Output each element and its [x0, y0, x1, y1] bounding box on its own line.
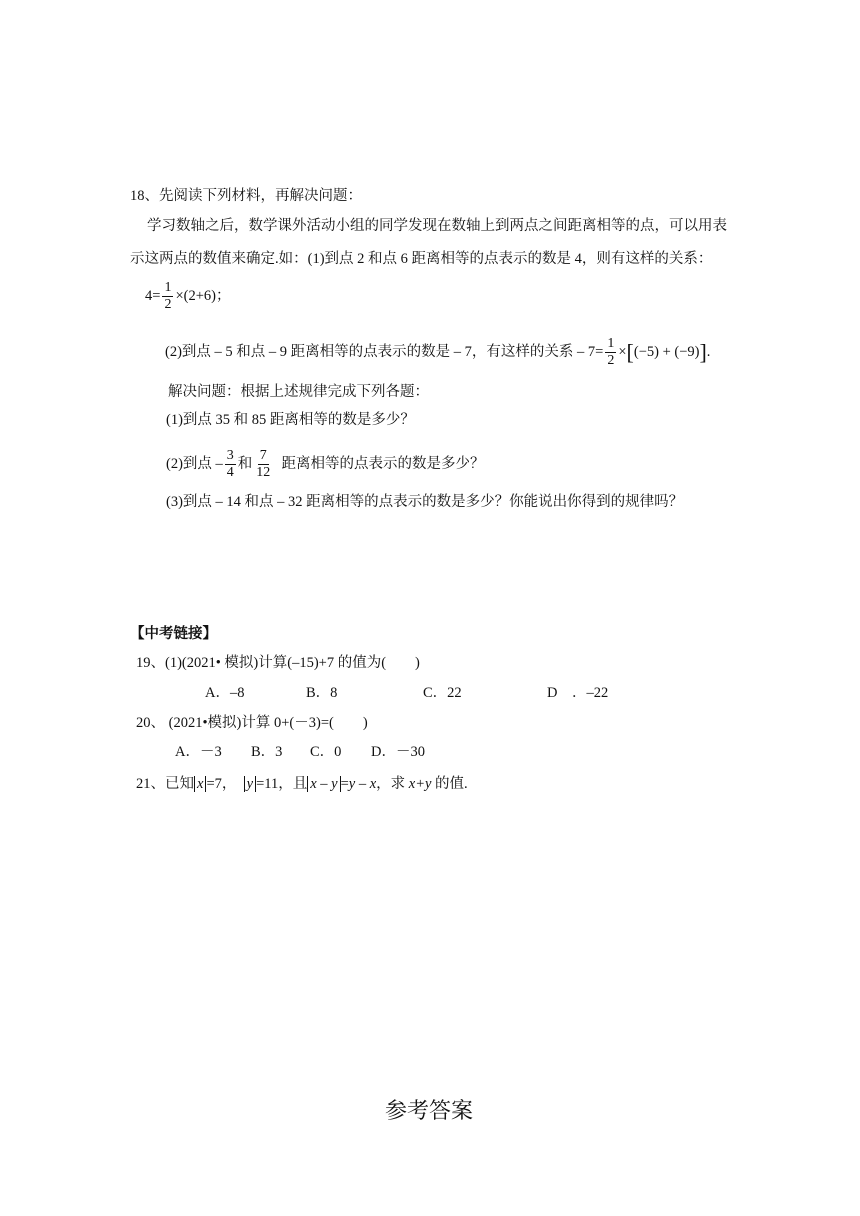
q19-option-b: B．8	[306, 685, 338, 701]
q20-stem: 20、 (2021•模拟)计算 0+(－3)=( )	[136, 715, 368, 731]
q20-option-c: C．0	[310, 744, 342, 760]
q18-paragraph-line1: 学习数轴之后，数学课外活动小组的同学发现在数轴上到两点之间距离相等的点，可以用表	[147, 218, 727, 234]
q21-tail1: ，求	[376, 776, 409, 792]
q19-option-a: A．–8	[205, 685, 245, 701]
q18-example2	[165, 336, 710, 369]
q18-paragraph-line2: 示这两点的数值来确定.如：(1)到点 2 和点 6 距离相等的点表示的数是 4，则有这样的关系：	[130, 251, 713, 267]
fraction-one-half: $\frac{1}{2}$	[607, 336, 615, 368]
answer-title: 参考答案	[385, 1098, 474, 1123]
abs-value-x: x	[194, 776, 206, 792]
q18-formula1	[145, 280, 230, 313]
q20-option-d: D．－30	[371, 744, 425, 760]
section-heading: 【中考链接】	[130, 626, 217, 642]
fraction-seven-twelfths: $\frac{7}{12}$	[256, 448, 271, 480]
q19-option-d: D ．–22	[547, 685, 609, 701]
sub2-suffix: 距离相等的点表示的数是多少？	[281, 455, 485, 472]
fraction-three-quarters: $\frac{3}{4}$	[226, 448, 234, 480]
formula1-left: 4=	[145, 287, 161, 304]
q20-option-a: A．－3	[175, 744, 222, 760]
q20-option-b: B．3	[251, 744, 283, 760]
q21-stem	[136, 774, 468, 794]
bracket-content: (−5) + (−9)	[633, 343, 700, 360]
example2-end: .	[706, 343, 711, 360]
q21-tail2: 的值.	[431, 776, 468, 792]
formula1-right: ×(2+6)；	[175, 287, 231, 304]
q21-prefix: 21、已知	[136, 776, 194, 792]
q18-solve-intro: 解决问题：根据上述规律完成下列各题：	[168, 384, 429, 400]
q19-option-c: C．22	[423, 685, 462, 701]
bracket-close: ]	[699, 339, 707, 365]
q19-stem: 19、(1)(2021• 模拟)计算(–15)+7 的值为( )	[136, 655, 420, 671]
sub2-prefix: (2)到点 –	[166, 455, 223, 472]
times-sign: ×	[618, 343, 627, 360]
fraction-one-half: $\frac{1}{2}$	[164, 280, 172, 312]
q21-rhs: y – x	[348, 776, 377, 792]
q18-sub3: (3)到点 – 14 和点 – 32 距离相等的点表示的数是多少？你能说出你得到的规律吗？	[166, 494, 684, 510]
q21-eq2: =11，且	[256, 776, 308, 792]
example2-text: (2)到点 – 5 和点 – 9 距离相等的点表示的数是 – 7，有这样的关系 – 7=	[165, 343, 604, 360]
q21-eq3: =	[340, 776, 349, 792]
q21-eq1: =7，	[206, 776, 237, 792]
q18-sub2	[166, 448, 485, 481]
abs-value-x-minus-y: x – y	[307, 776, 340, 792]
q18-sub1: (1)到点 35 和 85 距离相等的数是多少？	[166, 412, 415, 428]
q18-heading: 18、先阅读下列材料，再解决问题：	[130, 188, 362, 204]
abs-value-y: y	[244, 776, 256, 792]
sub2-and: 和	[237, 455, 253, 472]
bracket-open: [	[626, 339, 634, 365]
q21-sum: x+y	[408, 776, 432, 792]
